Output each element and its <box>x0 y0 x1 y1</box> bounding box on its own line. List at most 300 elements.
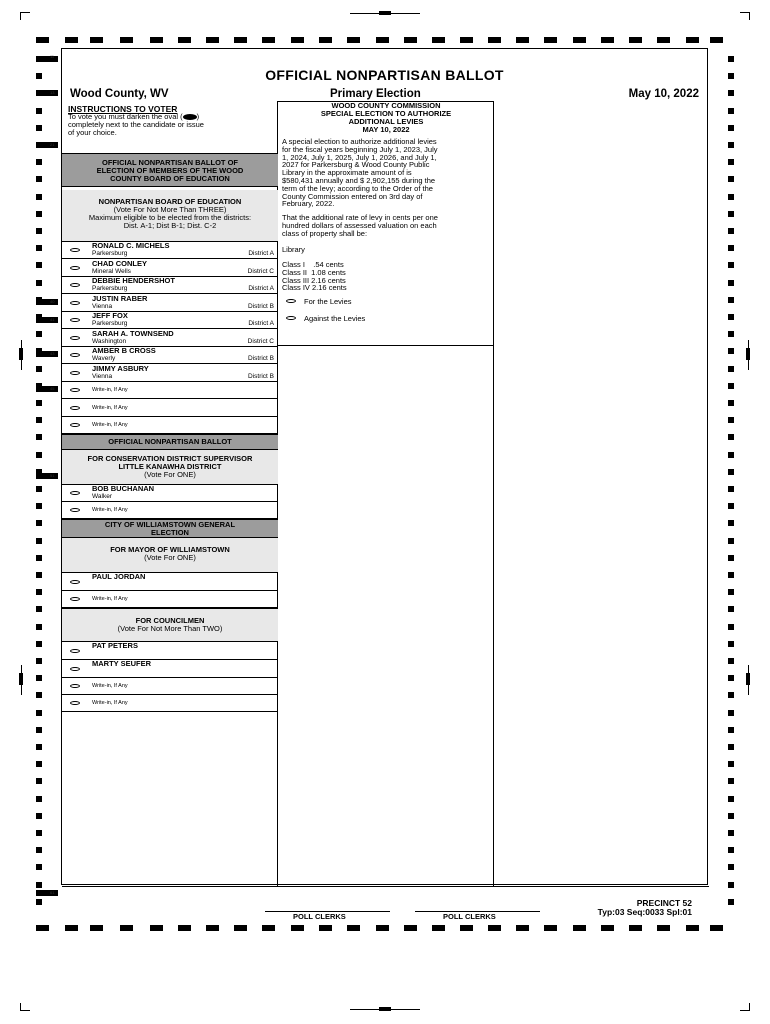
mayor-title: FOR MAYOR OF WILLIAMSTOWN <box>110 545 230 554</box>
timing-mark-bottom <box>262 925 275 931</box>
conservation-writein[interactable] <box>62 502 278 519</box>
county-name: Wood County, WV <box>70 88 169 100</box>
timing-mark-left <box>36 262 42 268</box>
conservation-title-1: FOR CONSERVATION DISTRICT SUPERVISOR <box>87 454 253 463</box>
levy-body-line: for the fiscal years beginning July 1, 2023, July <box>282 144 438 154</box>
row-number-43: 43 <box>50 351 55 356</box>
timing-mark-top <box>36 37 49 43</box>
williamstown-header-1: CITY OF WILLIAMSTOWN GENERAL <box>104 520 236 529</box>
corner-mark-top-left-v <box>20 12 21 20</box>
column-divider-2 <box>493 101 494 886</box>
candidate-row[interactable] <box>62 347 278 364</box>
timing-mark-bottom <box>629 925 642 931</box>
vote-oval[interactable] <box>286 299 296 303</box>
timing-mark-left <box>36 194 42 200</box>
timing-mark-right <box>728 366 734 372</box>
timing-mark-right <box>728 520 734 526</box>
timing-mark-right <box>728 555 734 561</box>
timing-mark-top <box>178 37 191 43</box>
candidate-district: District B <box>248 355 274 362</box>
timing-mark-right <box>728 899 734 905</box>
timing-mark-bottom <box>234 925 247 931</box>
timing-mark-right <box>728 675 734 681</box>
poll-clerks-2: POLL CLERKS <box>443 912 496 921</box>
vote-oval[interactable] <box>70 491 80 495</box>
timing-mark-right <box>728 727 734 733</box>
candidate-marty-seufer[interactable] <box>62 660 278 678</box>
timing-mark-bottom <box>347 925 360 931</box>
instructions-line-3: of your choice. <box>68 128 117 137</box>
timing-mark-right <box>728 383 734 389</box>
timing-mark-left <box>36 882 42 888</box>
timing-mark-top <box>488 37 501 43</box>
timing-mark-left <box>36 228 42 234</box>
timing-mark-bottom <box>488 925 501 931</box>
candidate-city: Parkersburg <box>92 250 128 257</box>
timing-mark-top <box>686 37 699 43</box>
conservation-header-text: OFFICIAL NONPARTISAN BALLOT <box>108 437 232 446</box>
levy-body-line: Library in the approximate amount of is <box>282 168 412 178</box>
timing-mark-top <box>262 37 275 43</box>
timing-mark-right <box>728 796 734 802</box>
instructions-heading: INSTRUCTIONS TO VOTER <box>68 104 178 114</box>
candidate-row[interactable] <box>62 365 278 382</box>
candidate-name: BOB BUCHANAN <box>92 484 155 493</box>
timing-mark-right <box>728 73 734 79</box>
levy-heading-3: ADDITIONAL LEVIES <box>348 117 424 126</box>
timing-mark-left <box>36 847 42 853</box>
candidate-pat-peters[interactable] <box>62 642 278 660</box>
timing-mark-left <box>36 211 42 217</box>
corner-mark-bottom-right-v <box>749 1003 750 1011</box>
vote-oval[interactable] <box>70 248 80 252</box>
timing-mark-right <box>728 452 734 458</box>
vote-oval[interactable] <box>70 406 80 410</box>
timing-mark-left <box>36 434 42 440</box>
candidate-row[interactable] <box>62 260 278 277</box>
election-type: Primary Election <box>330 88 421 100</box>
timing-mark-left <box>36 572 42 578</box>
timing-mark-top <box>516 37 529 43</box>
poll-clerks-1: POLL CLERKS <box>293 912 346 921</box>
vote-oval[interactable] <box>70 701 80 705</box>
candidate-district: District A <box>248 320 274 327</box>
vote-oval[interactable] <box>70 597 80 601</box>
timing-mark-left <box>36 176 42 182</box>
left-center-mark-block-2 <box>19 673 23 685</box>
timing-mark-right <box>728 658 734 664</box>
writein-label: Write-in, If Any <box>92 507 128 513</box>
timing-mark-left <box>36 606 42 612</box>
timing-mark-right <box>728 813 734 819</box>
candidate-city: Waverly <box>92 355 116 362</box>
timing-mark-left <box>36 159 42 165</box>
timing-mark-bottom <box>90 925 103 931</box>
vote-oval[interactable] <box>70 508 80 512</box>
timing-mark-right <box>728 624 734 630</box>
timing-mark-top <box>90 37 103 43</box>
education-writein[interactable] <box>62 417 278 434</box>
levy-heading <box>278 102 494 134</box>
timing-mark-right <box>728 434 734 440</box>
timing-mark-bottom <box>404 925 417 931</box>
levy-class-line: Class II 1.08 cents <box>282 267 346 277</box>
timing-mark-right <box>728 469 734 475</box>
timing-mark-top <box>291 37 304 43</box>
candidate-district: District A <box>248 250 274 257</box>
candidate-district: District A <box>248 285 274 292</box>
education-vote-for: (Vote For Not More Than THREE) <box>113 205 227 214</box>
timing-mark-top <box>657 37 670 43</box>
left-center-mark-block <box>19 348 23 360</box>
timing-mark-left <box>36 692 42 698</box>
mayor-contest-header <box>62 538 278 573</box>
right-center-mark-block <box>746 348 750 360</box>
timing-mark-right <box>728 245 734 251</box>
timing-mark-right <box>728 228 734 234</box>
timing-mark-top <box>573 37 586 43</box>
timing-mark-right <box>728 847 734 853</box>
timing-mark-top <box>120 37 133 43</box>
mayor-writein[interactable] <box>62 591 278 608</box>
vote-oval[interactable] <box>70 580 80 584</box>
levy-body-line: 2027 for Parkersburg & Wood County Public <box>282 160 430 170</box>
timing-mark-bottom <box>516 925 529 931</box>
timing-mark-left-long <box>36 386 58 392</box>
timing-mark-left <box>36 452 42 458</box>
precinct-number: PRECINCT 52 <box>636 898 692 908</box>
timing-mark-right <box>728 589 734 595</box>
writein-label: Write-in, If Any <box>92 387 128 393</box>
instructions-line-1-text: To vote you must darken the oval ( <box>68 112 183 121</box>
timing-mark-bottom <box>120 925 133 931</box>
timing-mark-right <box>728 744 734 750</box>
timing-mark-left <box>36 400 42 406</box>
timing-mark-right <box>728 211 734 217</box>
timing-mark-top <box>65 37 78 43</box>
timing-mark-bottom <box>178 925 191 931</box>
type-sequence: Typ:03 Seq:0033 Spl:01 <box>597 907 692 917</box>
timing-mark-left <box>36 675 42 681</box>
bottom-rule <box>62 886 709 887</box>
writein-label: Write-in, If Any <box>92 700 128 706</box>
timing-mark-left-long <box>36 56 58 62</box>
timing-mark-bottom <box>36 925 49 931</box>
corner-mark-bottom-left-v <box>20 1003 21 1011</box>
timing-mark-right <box>728 417 734 423</box>
timing-mark-bottom <box>601 925 614 931</box>
timing-mark-left <box>36 830 42 836</box>
ballot-title: OFFICIAL NONPARTISAN BALLOT <box>265 67 504 83</box>
timing-mark-right <box>728 606 734 612</box>
timing-mark-right <box>728 297 734 303</box>
timing-mark-bottom <box>376 925 389 931</box>
candidate-city: Parkersburg <box>92 285 128 292</box>
candidate-name: JUSTIN RABER <box>92 293 148 303</box>
timing-mark-bottom <box>686 925 699 931</box>
timing-mark-right <box>728 262 734 268</box>
timing-mark-top <box>150 37 163 43</box>
candidate-row[interactable] <box>62 312 278 329</box>
timing-mark-left <box>36 538 42 544</box>
timing-mark-right <box>728 778 734 784</box>
vote-oval[interactable] <box>70 423 80 427</box>
timing-mark-left <box>36 641 42 647</box>
williamstown-header <box>62 519 278 538</box>
candidate-row[interactable] <box>62 330 278 347</box>
timing-mark-left <box>36 727 42 733</box>
timing-mark-left <box>36 73 42 79</box>
candidate-name: DEBBIE HENDERSHOT <box>92 276 175 285</box>
timing-mark-left <box>36 520 42 526</box>
timing-mark-left <box>36 710 42 716</box>
education-header-line-1: OFFICIAL NONPARTISAN BALLOT OF <box>102 158 238 167</box>
timing-mark-right <box>728 710 734 716</box>
timing-mark-right <box>728 194 734 200</box>
levy-option-against[interactable] <box>278 312 493 328</box>
levy-heading-1: WOOD COUNTY COMMISSION <box>331 101 441 110</box>
levy-heading-4: MAY 10, 2022 <box>362 125 410 134</box>
timing-mark-right <box>728 90 734 96</box>
levy-class-line: Class I .54 cents <box>282 260 344 269</box>
vote-oval[interactable] <box>286 316 296 320</box>
conservation-vote-for: (Vote For ONE) <box>144 470 196 479</box>
timing-mark-right <box>728 692 734 698</box>
candidate-city: Walker <box>92 493 112 500</box>
candidate-name: JEFF FOX <box>92 311 128 320</box>
timing-mark-bottom <box>65 925 78 931</box>
conservation-header <box>62 434 278 450</box>
candidate-district: District C <box>247 267 274 275</box>
row-number-11: 11 <box>50 54 55 59</box>
timing-mark-right <box>728 176 734 182</box>
timing-mark-left-long <box>36 317 58 323</box>
timing-mark-bottom <box>460 925 473 931</box>
row-number-40: 40 <box>50 299 55 304</box>
candidate-row[interactable] <box>62 277 278 294</box>
conservation-title-2: LITTLE KANAWHA DISTRICT <box>118 462 222 471</box>
ballot-frame <box>61 48 708 885</box>
vote-oval[interactable] <box>70 388 80 392</box>
levy-class-line: Class III 2.16 cents <box>282 275 346 285</box>
levy-body-line: A special election to authorize additional levies <box>282 137 437 146</box>
candidate-name: PAT PETERS <box>92 641 138 650</box>
candidate-district: District C <box>247 337 274 345</box>
vote-oval[interactable] <box>70 371 80 375</box>
row-number-61: 61 <box>50 890 55 895</box>
timing-mark-right <box>728 882 734 888</box>
timing-mark-top <box>544 37 557 43</box>
vote-oval[interactable] <box>70 353 80 357</box>
council-contest-header <box>62 608 278 642</box>
election-date: May 10, 2022 <box>628 88 699 100</box>
levy-body-line: County Commission entered on 3rd day of <box>282 191 423 201</box>
levy-option-against-label: Against the Levies <box>304 314 366 323</box>
vote-oval[interactable] <box>70 684 80 688</box>
education-header-line-3: COUNTY BOARD OF EDUCATION <box>110 174 230 183</box>
levy-library: Library <box>282 245 305 254</box>
timing-mark-left <box>36 125 42 131</box>
levy-body-line: February, 2022. <box>282 199 335 209</box>
timing-mark-right <box>728 314 734 320</box>
council-vote-for: (Vote For Not More Than TWO) <box>117 624 223 633</box>
row-number-45: 45 <box>50 386 55 391</box>
levy-bottom-rule <box>277 345 493 346</box>
corner-mark-bottom-left <box>20 1010 30 1011</box>
timing-mark-left <box>36 417 42 423</box>
row-number-51: 51 <box>50 473 55 478</box>
timing-mark-top <box>376 37 389 43</box>
vote-oval[interactable] <box>70 667 80 671</box>
levy-rate-line: That the additional rate of levy in cents per one <box>282 213 438 223</box>
timing-mark-left <box>36 796 42 802</box>
timing-mark-right <box>728 503 734 509</box>
timing-mark-top <box>629 37 642 43</box>
levy-body-line: term of the levy; according to the Order of the <box>282 183 433 193</box>
timing-mark-bottom <box>657 925 670 931</box>
row-number-21: 21 <box>50 142 55 147</box>
education-writein[interactable] <box>62 400 278 417</box>
writein-label: Write-in, If Any <box>92 683 128 689</box>
timing-mark-top <box>432 37 445 43</box>
timing-mark-right <box>728 348 734 354</box>
timing-mark-bottom <box>432 925 445 931</box>
top-center-mark-block <box>379 11 391 15</box>
levy-rate-line: hundred dollars of assessed valuation on each <box>282 221 437 230</box>
timing-mark-left <box>36 331 42 337</box>
timing-mark-right <box>728 142 734 148</box>
right-center-mark-block-2 <box>746 673 750 685</box>
candidate-name: CHAD CONLEY <box>92 258 148 268</box>
timing-mark-right <box>728 400 734 406</box>
timing-mark-bottom <box>573 925 586 931</box>
candidate-name: PAUL JORDAN <box>92 572 146 581</box>
levy-option-for-label: For the Levies <box>304 297 352 306</box>
timing-mark-right <box>728 864 734 870</box>
timing-mark-top <box>206 37 219 43</box>
timing-mark-left <box>36 486 42 492</box>
timing-mark-left-long <box>36 90 58 96</box>
levy-rate-line: class of property shall be: <box>282 228 368 238</box>
timing-mark-left <box>36 658 42 664</box>
education-writein[interactable] <box>62 382 278 399</box>
levy-class-line: Class IV 2.16 cents <box>282 283 347 293</box>
instructions-line-2: completely next to the candidate or issue <box>68 120 204 129</box>
williamstown-header-2: ELECTION <box>151 528 189 537</box>
vote-oval[interactable] <box>70 318 80 322</box>
timing-mark-bottom <box>150 925 163 931</box>
instructions-line-1-end: ) <box>196 112 200 121</box>
timing-mark-left <box>36 899 42 905</box>
corner-mark-top-right-v <box>749 12 750 20</box>
candidate-city: Vienna <box>92 372 113 380</box>
row-number-13: 13 <box>50 90 55 95</box>
timing-mark-top <box>319 37 332 43</box>
timing-mark-left <box>36 280 42 286</box>
timing-mark-right <box>728 572 734 578</box>
timing-mark-left <box>36 589 42 595</box>
timing-mark-top <box>710 37 723 43</box>
conservation-contest-header <box>62 450 278 485</box>
candidate-name: SARAH A. TOWNSEND <box>92 328 174 338</box>
candidate-name: JIMMY ASBURY <box>92 363 149 373</box>
timing-mark-right <box>728 538 734 544</box>
timing-mark-bottom <box>319 925 332 931</box>
timing-mark-left <box>36 813 42 819</box>
council-title: FOR COUNCILMEN <box>135 616 205 625</box>
timing-mark-left-long <box>36 351 58 357</box>
candidate-row[interactable] <box>62 295 278 312</box>
vote-oval[interactable] <box>70 649 80 653</box>
timing-mark-left <box>36 555 42 561</box>
timing-mark-left <box>36 624 42 630</box>
timing-mark-top <box>460 37 473 43</box>
vote-oval[interactable] <box>70 283 80 287</box>
candidate-bob-buchanan[interactable] <box>62 485 278 502</box>
timing-mark-right <box>728 486 734 492</box>
timing-mark-right <box>728 641 734 647</box>
levy-body-line: $580,431 annually and $ 2,902,155 during the <box>282 176 436 185</box>
timing-mark-bottom <box>544 925 557 931</box>
timing-mark-left <box>36 864 42 870</box>
education-eligibility: Maximum eligible to be elected from the districts: <box>88 213 252 222</box>
education-header-line-2: ELECTION OF MEMBERS OF THE WOOD <box>96 166 244 175</box>
timing-mark-left <box>36 245 42 251</box>
candidate-district: District B <box>248 372 274 380</box>
timing-mark-right <box>728 830 734 836</box>
timing-mark-left-long <box>36 299 58 305</box>
vote-oval[interactable] <box>70 336 80 340</box>
writein-label: Write-in, If Any <box>92 596 128 602</box>
candidate-name: MARTY SEUFER <box>92 659 152 668</box>
vote-oval[interactable] <box>70 266 80 270</box>
education-title: NONPARTISAN BOARD OF EDUCATION <box>98 197 242 206</box>
council-writein-2[interactable] <box>62 695 278 712</box>
candidate-row[interactable] <box>62 242 278 259</box>
candidate-city: Vienna <box>92 302 113 310</box>
writein-label: Write-in, If Any <box>92 404 128 411</box>
timing-mark-left-long <box>36 142 58 148</box>
education-header <box>62 153 278 187</box>
education-districts: Dist. A-1; Dist B-1; Dist. C-2 <box>123 221 217 230</box>
timing-mark-right <box>728 108 734 114</box>
timing-mark-bottom <box>291 925 304 931</box>
timing-mark-bottom <box>710 925 723 931</box>
bottom-center-mark-block <box>379 1007 391 1011</box>
timing-mark-top <box>234 37 247 43</box>
timing-mark-left-long <box>36 473 58 479</box>
council-writein-1[interactable] <box>62 678 278 695</box>
candidate-name: AMBER B CROSS <box>92 346 156 355</box>
vote-oval[interactable] <box>70 301 80 305</box>
candidate-paul-jordan[interactable] <box>62 573 278 591</box>
writein-label: Write-in, If Any <box>92 422 128 428</box>
timing-mark-top <box>347 37 360 43</box>
levy-option-for[interactable] <box>278 295 493 311</box>
timing-mark-left <box>36 108 42 114</box>
timing-mark-left <box>36 503 42 509</box>
corner-mark-top-left <box>20 12 30 13</box>
timing-mark-left-long <box>36 890 58 896</box>
timing-mark-right <box>728 125 734 131</box>
timing-mark-top <box>404 37 417 43</box>
levy-heading-2: SPECIAL ELECTION TO AUTHORIZE <box>320 109 452 118</box>
timing-mark-right <box>728 280 734 286</box>
levy-body-line: 1, 2024, July 1, 2025, July 1, 2026, and July 1, <box>282 152 437 162</box>
timing-mark-top <box>601 37 614 43</box>
timing-mark-right <box>728 159 734 165</box>
education-contest-header <box>62 190 278 242</box>
